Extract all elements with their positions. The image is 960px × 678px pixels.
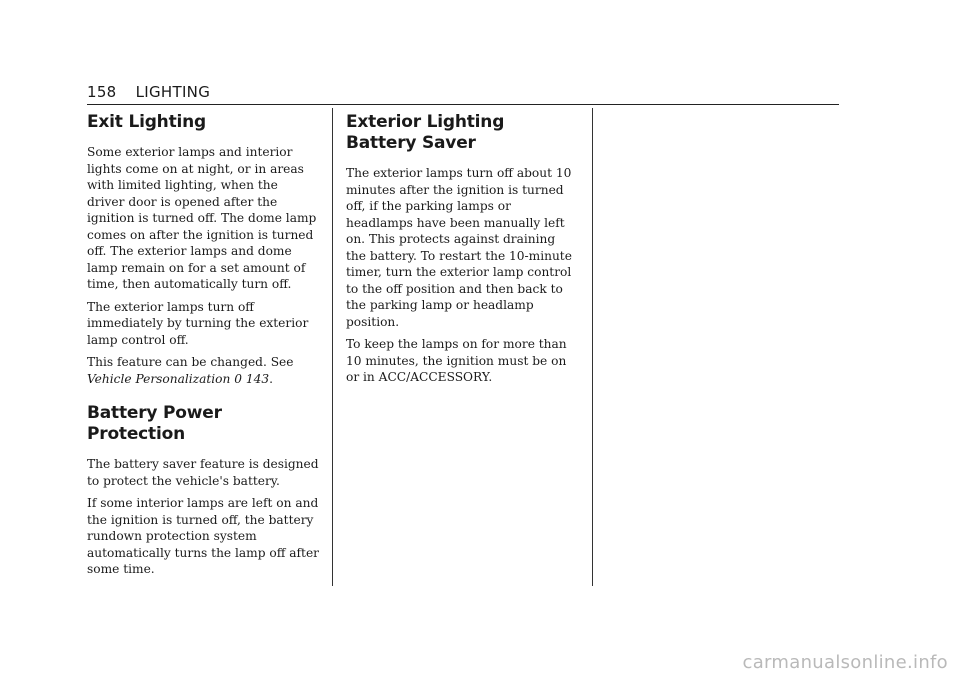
battery-protection-paragraph-1: The battery saver feature is designed to protect the vehicle's battery. <box>87 457 319 488</box>
column-1 <box>87 108 319 584</box>
battery-protection-paragraph-2: If some interior lamps are left on and the ignition is turned off, the battery rundown protection system automatically turns the lamp off after some time. <box>87 496 319 576</box>
watermark: carmanualsonline.info <box>742 652 948 673</box>
column-divider-2 <box>592 108 593 586</box>
page-number: 158 <box>87 83 117 101</box>
section-name: LIGHTING <box>135 83 211 101</box>
battery-saver-paragraph-2: To keep the lamps on for more than 10 minutes, the ignition must be on or in ACC/ACCESSORY. <box>346 337 567 384</box>
exit-lighting-paragraph-1: Some exterior lamps and interior lights come on at night, or in areas with limited lighting, when the driver door is opened after the ignition is turned off. The dome lamp comes on after the ignition is turned off. The exterior lamps and dome lamp remain on for a set amount of time, then automatically turn off. <box>87 145 317 291</box>
exterior-lighting-battery-saver-heading: Exterior Lighting Battery Saver <box>346 112 505 153</box>
page-header <box>87 82 839 105</box>
exit-lighting-heading: Exit Lighting <box>87 112 207 132</box>
sentence-end: . <box>269 371 273 386</box>
exit-lighting-paragraph-2: The exterior lamps turn off immediately by turning the exterior lamp control off. <box>87 299 309 347</box>
column-2 <box>346 108 578 392</box>
page-ref-number: 143 <box>245 371 270 386</box>
battery-saver-paragraph-1: The exterior lamps turn off about 10 minutes after the ignition is turned off, if the parking lamps or headlamps have been manually left on. This protects against draining the battery. To restart the 10-minute timer, turn the exterior lamp control to the off position and then back to the parking lamp or headlamp position. <box>346 166 572 329</box>
personalization-note: This feature can be changed. See <box>87 355 294 369</box>
column-divider-1 <box>332 108 333 586</box>
battery-power-protection-heading: Battery Power Protection <box>87 403 222 444</box>
page-ref-icon: 0 <box>234 371 242 386</box>
vehicle-personalization-link[interactable] <box>87 372 269 386</box>
exit-lighting-paragraph-3 <box>87 354 319 387</box>
vehicle-personalization-ref: Vehicle Personalization <box>87 371 231 386</box>
